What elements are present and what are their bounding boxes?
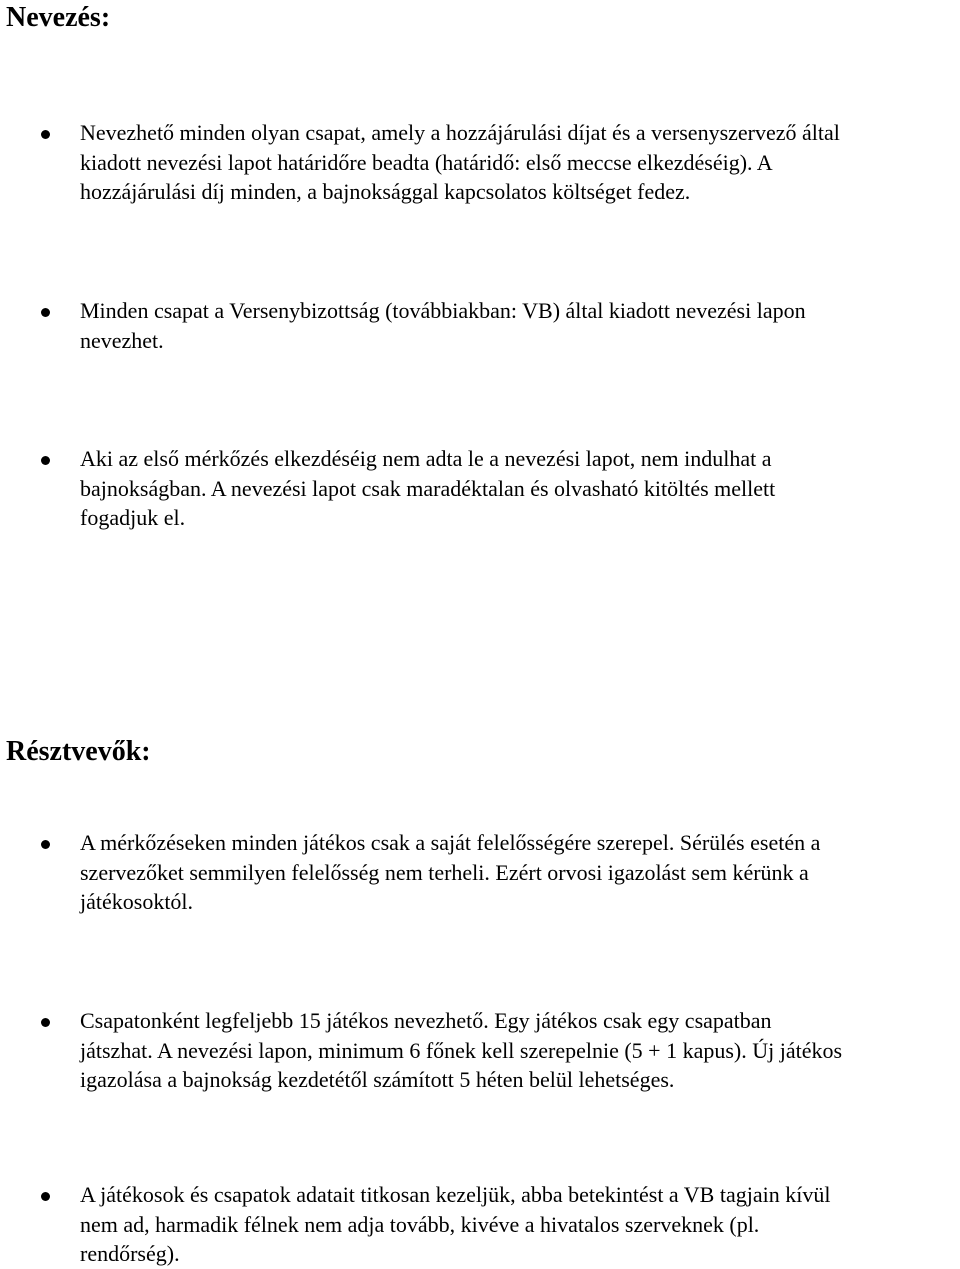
- bullet-icon: [41, 456, 50, 465]
- text-line: játszhat. A nevezési lapon, minimum 6 főnek kell szerepelnie (5 + 1 kapus). Új játékos: [80, 1037, 843, 1063]
- bullet-icon: [41, 1018, 50, 1027]
- bullet-icon: [41, 130, 50, 139]
- text-line: fogadjuk el.: [80, 505, 186, 530]
- bullet-icon: [41, 1192, 50, 1201]
- list-item-text: [80, 1180, 960, 1269]
- list-item-text: [80, 118, 960, 207]
- section-heading-nevezes: Nevezés:: [6, 2, 111, 33]
- text-line: A játékosok és csapatok adatait titkosan kezeljük, abba betekintést a VB tagjain kívül: [80, 1182, 831, 1207]
- text-line: bajnokságban. A nevezési lapot csak maradéktalan és olvasható kitöltés mellett: [80, 475, 776, 501]
- bullet-icon: [41, 308, 50, 317]
- text-line: játékosoktól.: [80, 889, 194, 914]
- text-line: hozzájárulási díj minden, a bajnoksággal kapcsolatos költséget fedez.: [80, 179, 691, 204]
- list-item-text: [80, 828, 960, 917]
- text-line: kiadott nevezési lapot határidőre beadta (határidő: első meccse elkezdéséig). A: [80, 149, 773, 175]
- text-line: Nevezhető minden olyan csapat, amely a hozzájárulási díjat és a versenyszervező által: [80, 120, 840, 145]
- text-line: A mérkőzéseken minden játékos csak a saját felelősségére szerepel. Sérülés esetén a: [80, 830, 821, 855]
- text-line: Minden csapat a Versenybizottság (továbbiakban: VB) által kiadott nevezési lapon: [80, 298, 806, 323]
- list-item-text: [80, 296, 960, 355]
- text-line: szervezőket semmilyen felelősség nem terheli. Ezért orvosi igazolást sem kérünk a: [80, 859, 809, 885]
- list-item-text: [80, 444, 960, 533]
- text-line: Csapatonként legfeljebb 15 játékos nevezhető. Egy játékos csak egy csapatban: [80, 1008, 772, 1033]
- text-line: nem ad, harmadik félnek nem adja tovább, kivéve a hivatalos szerveknek (pl.: [80, 1211, 760, 1237]
- bullet-icon: [41, 840, 50, 849]
- text-line: igazolása a bajnokság kezdetétől számított 5 héten belül lehetséges.: [80, 1067, 675, 1092]
- text-line: rendőrség).: [80, 1241, 180, 1266]
- text-line: Aki az első mérkőzés elkezdéséig nem adta le a nevezési lapot, nem indulhat a: [80, 446, 772, 471]
- list-item-text: [80, 1006, 960, 1095]
- section-heading-resztvevok: Résztvevők:: [6, 736, 151, 767]
- text-line: nevezhet.: [80, 327, 164, 353]
